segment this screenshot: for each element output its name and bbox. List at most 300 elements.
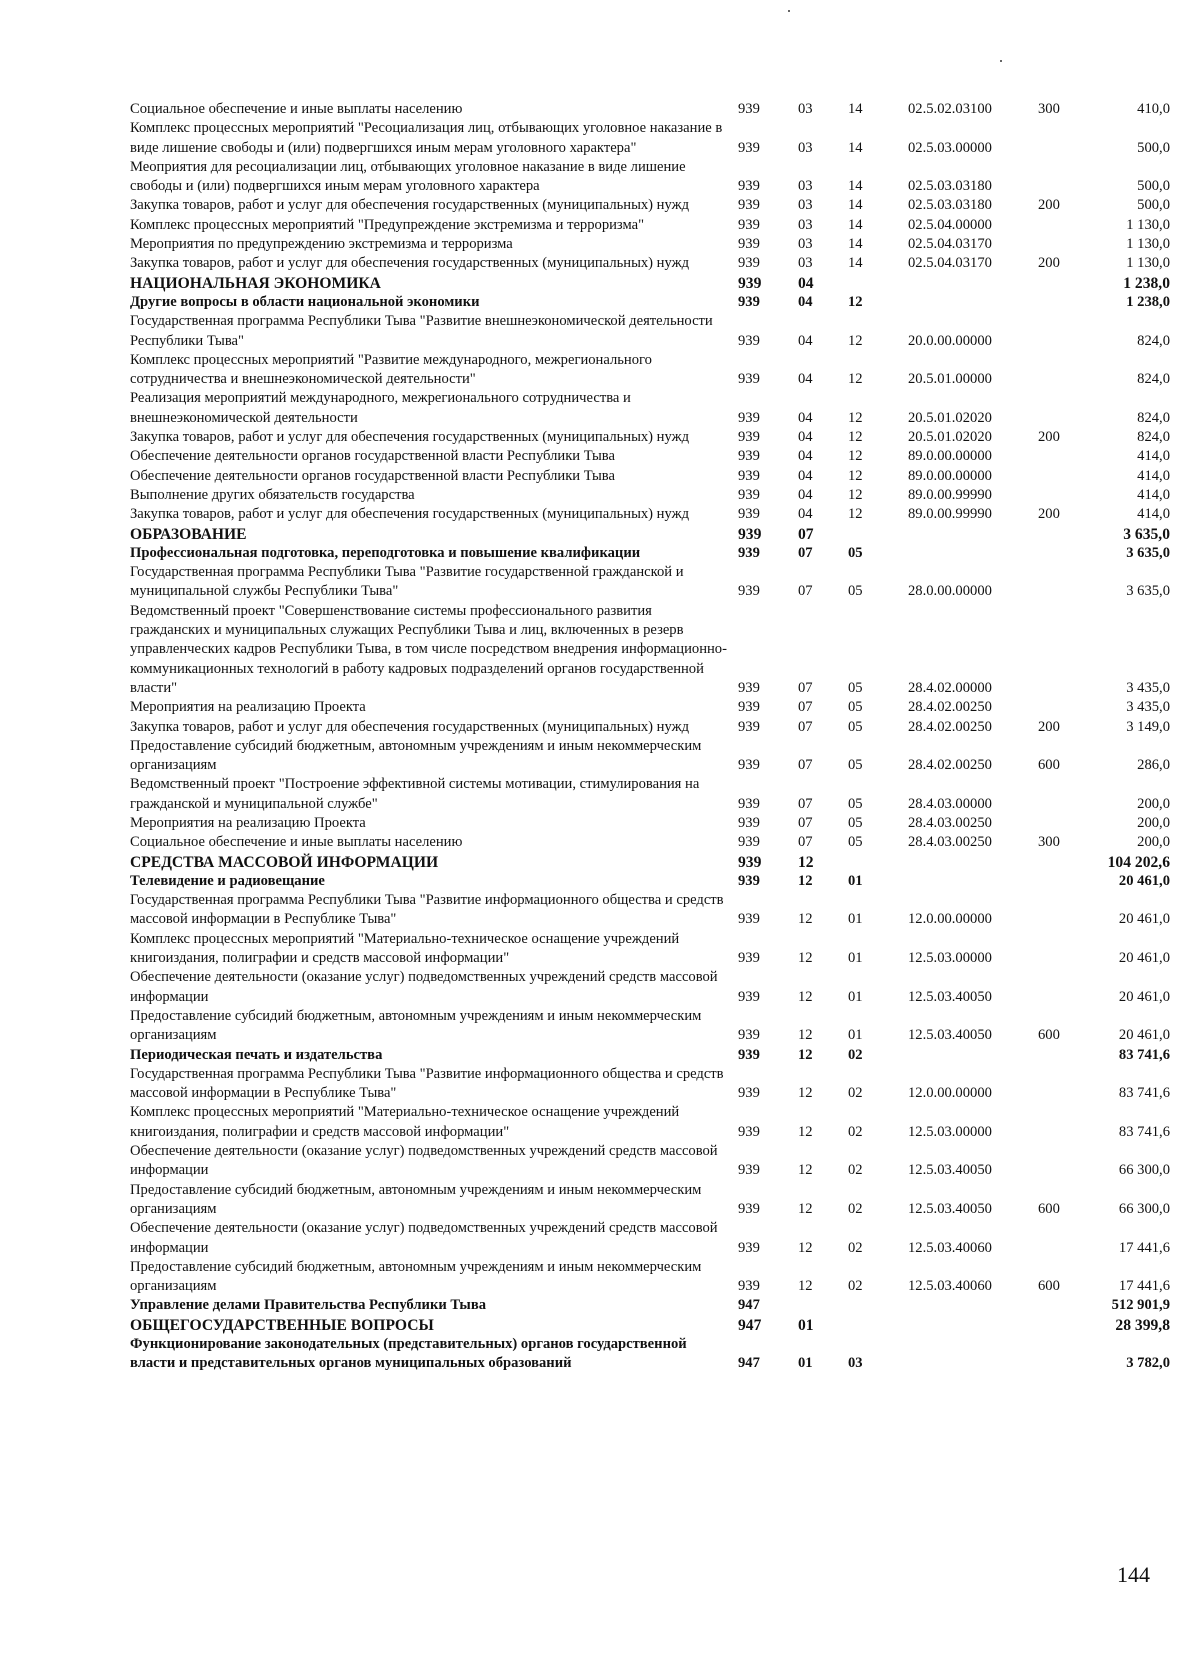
- subsection-code: [848, 853, 908, 872]
- section-code: 03: [798, 236, 813, 253]
- amount: 1 130,0: [1126, 216, 1170, 233]
- table-row: [130, 274, 1170, 293]
- amount: 512 901,9: [1111, 1297, 1170, 1314]
- amount: 17 441,6: [1118, 1239, 1170, 1256]
- section-code: 12: [798, 950, 813, 967]
- expense-type-code: [1038, 293, 1098, 312]
- expense-type-code: [1038, 1296, 1098, 1315]
- ved-code: 939: [738, 699, 760, 716]
- section-code: 12: [798, 911, 813, 928]
- amount: 66 300,0: [1118, 1162, 1170, 1179]
- expense-type-code: [1038, 602, 1098, 698]
- row-name: Периодическая печать и издательства: [130, 1046, 383, 1063]
- expense-type-code: [1038, 467, 1098, 486]
- expense-type-code: 600: [1038, 1278, 1060, 1295]
- table-row: [130, 775, 1170, 814]
- section-code: 01: [798, 1316, 814, 1334]
- subsection-code: 02: [848, 1200, 863, 1217]
- target-article-code: 20.5.01.02020: [908, 409, 992, 426]
- table-row: [130, 216, 1170, 235]
- expense-type-code: [1038, 853, 1098, 872]
- amount: 20 461,0: [1118, 988, 1170, 1005]
- target-article-code: [908, 1335, 1038, 1374]
- expense-type-code: [1038, 216, 1098, 235]
- table-row: [130, 872, 1170, 891]
- expense-type-code: [1038, 1335, 1098, 1374]
- expense-type-code: [1038, 1046, 1098, 1065]
- ved-code: 939: [738, 429, 760, 446]
- subsection-code: 01: [848, 872, 863, 889]
- section-code: 04: [798, 274, 814, 292]
- table-row: [130, 930, 1170, 969]
- ved-code: 939: [738, 216, 760, 233]
- table-row: [130, 486, 1170, 505]
- row-name: Государственная программа Республики Тыва "Развитие информационного общества и средств массовой информации в Республике Тыва": [130, 892, 724, 928]
- row-name: Мероприятия по предупреждению экстремизма и терроризма: [130, 236, 513, 253]
- subsection-code: 05: [848, 795, 863, 812]
- table-row: [130, 254, 1170, 273]
- row-name: Государственная программа Республики Тыва "Развитие внешнеэкономической деятельности Республики Тыва": [130, 313, 713, 349]
- ved-code: 947: [738, 1316, 762, 1334]
- subsection-code: 12: [848, 371, 863, 388]
- ved-code: 939: [738, 834, 760, 851]
- row-name: ОБЩЕГОСУДАРСТВЕННЫЕ ВОПРОСЫ: [130, 1316, 434, 1334]
- section-code: 03: [798, 216, 813, 233]
- row-name: Предоставление субсидий бюджетным, автономным учреждениям и иным некоммерческим организациям: [130, 1258, 702, 1295]
- ved-code: 939: [738, 178, 760, 195]
- table-row: [130, 968, 1170, 1007]
- expense-type-code: [1038, 119, 1098, 158]
- target-article-code: 02.5.04.03170: [908, 236, 992, 253]
- amount: 20 461,0: [1118, 1027, 1170, 1044]
- expense-type-code: [1038, 544, 1098, 563]
- section-code: 03: [798, 178, 813, 195]
- amount: 66 300,0: [1118, 1200, 1170, 1217]
- target-article-code: 28.4.02.00250: [908, 699, 992, 716]
- amount: 104 202,6: [1107, 853, 1170, 871]
- table-row: [130, 1258, 1170, 1297]
- subsection-code: 05: [848, 544, 863, 561]
- row-name: Обеспечение деятельности органов государственной власти Республики Тыва: [130, 448, 615, 465]
- table-row: [130, 293, 1170, 312]
- ved-code: 939: [738, 718, 760, 735]
- ved-code: 939: [738, 679, 760, 696]
- amount: 3 635,0: [1123, 525, 1170, 543]
- amount: 3 435,0: [1126, 679, 1170, 696]
- table-row: [130, 1296, 1170, 1315]
- ved-code: 939: [738, 1046, 760, 1063]
- subsection-code: 05: [848, 834, 863, 851]
- expense-type-code: [1038, 486, 1098, 505]
- subsection-code: [848, 1296, 908, 1315]
- expense-type-code: [1038, 930, 1098, 969]
- table-row: [130, 467, 1170, 486]
- target-article-code: 12.5.03.00000: [908, 1123, 992, 1140]
- table-row: [130, 853, 1170, 872]
- table-row: [130, 544, 1170, 563]
- subsection-code: 01: [848, 1027, 863, 1044]
- expense-type-code: [1038, 447, 1098, 466]
- section-code: 07: [798, 814, 813, 831]
- expense-type-code: [1038, 1219, 1098, 1258]
- subsection-code: 12: [848, 448, 863, 465]
- subsection-code: 12: [848, 409, 863, 426]
- expense-type-code: 600: [1038, 1027, 1060, 1044]
- target-article-code: 28.4.02.00250: [908, 718, 992, 735]
- expense-type-code: [1038, 968, 1098, 1007]
- target-article-code: 28.4.02.00000: [908, 679, 992, 696]
- target-article-code: [908, 872, 1038, 891]
- target-article-code: 12.5.03.40050: [908, 1200, 992, 1217]
- amount: 3 635,0: [1126, 544, 1170, 561]
- section-code: 03: [798, 197, 813, 214]
- ved-code: 939: [738, 853, 762, 871]
- table-row: [130, 1007, 1170, 1046]
- row-name: Комплекс процессных мероприятий "Материально-техническое оснащение учреждений книгоиздания, полиграфии и средств массовой информации": [130, 1104, 680, 1140]
- expense-type-code: 200: [1038, 255, 1060, 272]
- amount: 200,0: [1137, 814, 1170, 831]
- subsection-code: 05: [848, 583, 863, 600]
- target-article-code: 02.5.03.03180: [908, 178, 992, 195]
- target-article-code: 12.5.03.00000: [908, 950, 992, 967]
- expense-type-code: [1038, 1103, 1098, 1142]
- amount: 20 461,0: [1118, 950, 1170, 967]
- expense-type-code: [1038, 274, 1098, 293]
- table-row: [130, 737, 1170, 776]
- section-code: 04: [798, 467, 813, 484]
- section-code: 04: [798, 448, 813, 465]
- row-name: Государственная программа Республики Тыва "Развитие государственной гражданской и муниципальной службы Республики Тыва": [130, 564, 684, 600]
- ved-code: 939: [738, 583, 760, 600]
- target-article-code: [908, 293, 1038, 312]
- section-code: 12: [798, 988, 813, 1005]
- ved-code: 939: [738, 1085, 760, 1102]
- table-row: [130, 1219, 1170, 1258]
- ved-code: 939: [738, 1278, 760, 1295]
- row-name: Предоставление субсидий бюджетным, автономным учреждениям и иным некоммерческим организациям: [130, 1007, 702, 1044]
- subsection-code: 12: [848, 506, 863, 523]
- amount: 1 130,0: [1126, 255, 1170, 272]
- table-row: [130, 833, 1170, 852]
- amount: 1 130,0: [1126, 236, 1170, 253]
- ved-code: 939: [738, 101, 760, 117]
- target-article-code: 12.5.03.40050: [908, 988, 992, 1005]
- amount: 414,0: [1137, 486, 1170, 503]
- table-row: [130, 1335, 1170, 1374]
- section-code: 07: [798, 795, 813, 812]
- section-code: 12: [798, 1123, 813, 1140]
- subsection-code: 01: [848, 988, 863, 1005]
- ved-code: 939: [738, 371, 760, 388]
- row-name: Обеспечение деятельности (оказание услуг) подведомственных учреждений средств массовой информации: [130, 1220, 718, 1256]
- target-article-code: 89.0.00.99990: [908, 506, 992, 523]
- ved-code: 939: [738, 486, 760, 503]
- section-code: 07: [798, 583, 813, 600]
- row-name: Закупка товаров, работ и услуг для обеспечения государственных (муниципальных) нужд: [130, 506, 690, 523]
- amount: 410,0: [1137, 101, 1170, 117]
- section-code: 04: [798, 293, 813, 310]
- target-article-code: [908, 1296, 1038, 1315]
- section-code: [798, 1296, 848, 1315]
- expense-type-code: 300: [1038, 834, 1060, 851]
- amount: 286,0: [1137, 757, 1170, 774]
- amount: 824,0: [1137, 429, 1170, 446]
- subsection-code: 02: [848, 1162, 863, 1179]
- target-article-code: [908, 1046, 1038, 1065]
- amount: 1 238,0: [1126, 293, 1170, 310]
- amount: 3 435,0: [1126, 699, 1170, 716]
- target-article-code: 12.5.03.40050: [908, 1162, 992, 1179]
- amount: 200,0: [1137, 795, 1170, 812]
- ved-code: 939: [738, 757, 760, 774]
- amount: 414,0: [1137, 467, 1170, 484]
- section-code: 12: [798, 1278, 813, 1295]
- subsection-code: 12: [848, 332, 863, 349]
- subsection-code: 14: [848, 197, 863, 214]
- amount: 3 782,0: [1126, 1355, 1170, 1372]
- target-article-code: 12.5.03.40050: [908, 1027, 992, 1044]
- subsection-code: [848, 525, 908, 544]
- table-row: [130, 1065, 1170, 1104]
- row-name: НАЦИОНАЛЬНАЯ ЭКОНОМИКА: [130, 274, 381, 292]
- target-article-code: 02.5.03.00000: [908, 139, 992, 156]
- ved-code: 939: [738, 814, 760, 831]
- row-name: Предоставление субсидий бюджетным, автономным учреждениям и иным некоммерческим организациям: [130, 1181, 702, 1217]
- table-row: [130, 389, 1170, 428]
- row-name: Ведомственный проект "Совершенствование системы профессионального развития гражданских и муниципальных служащих Республики Тыва и лиц, включенных в резерв управленческих кадров Республики Тыва, в том числе посредством внедрения информационно-коммуникационных технологий в работу кадровых подразделений органов государственной власти": [130, 602, 727, 696]
- expense-type-code: [1038, 525, 1098, 544]
- subsection-code: 02: [848, 1123, 863, 1140]
- amount: 824,0: [1137, 332, 1170, 349]
- target-article-code: 20.5.01.02020: [908, 429, 992, 446]
- ved-code: 939: [738, 1123, 760, 1140]
- table-row: [130, 891, 1170, 930]
- row-name: СРЕДСТВА МАССОВОЙ ИНФОРМАЦИИ: [130, 853, 439, 871]
- expense-type-code: [1038, 563, 1098, 602]
- row-name: Закупка товаров, работ и услуг для обеспечения государственных (муниципальных) нужд: [130, 197, 690, 214]
- target-article-code: 02.5.04.00000: [908, 216, 992, 233]
- ved-code: 939: [738, 544, 760, 561]
- expense-type-code: [1038, 351, 1098, 390]
- ved-code: 939: [738, 1200, 760, 1217]
- expense-type-code: [1038, 1316, 1098, 1335]
- subsection-code: 03: [848, 1355, 863, 1372]
- expense-type-code: 200: [1038, 506, 1060, 523]
- expense-type-code: 200: [1038, 718, 1060, 735]
- subsection-code: 14: [848, 101, 863, 117]
- expense-type-code: 200: [1038, 197, 1060, 214]
- target-article-code: [908, 853, 1038, 872]
- ved-code: 939: [738, 988, 760, 1005]
- subsection-code: 05: [848, 814, 863, 831]
- table-row: [130, 1046, 1170, 1065]
- table-row: [130, 505, 1170, 524]
- budget-table: [130, 100, 1170, 1374]
- row-name: ОБРАЗОВАНИЕ: [130, 525, 247, 543]
- subsection-code: 05: [848, 699, 863, 716]
- subsection-code: 12: [848, 429, 863, 446]
- subsection-code: 14: [848, 236, 863, 253]
- amount: 414,0: [1137, 448, 1170, 465]
- ved-code: 939: [738, 236, 760, 253]
- ved-code: 939: [738, 1239, 760, 1256]
- expense-type-code: 300: [1038, 101, 1060, 117]
- row-name: Комплекс процессных мероприятий "Материально-техническое оснащение учреждений книгоиздания, полиграфии и средств массовой информации": [130, 930, 680, 967]
- subsection-code: 02: [848, 1239, 863, 1256]
- target-article-code: [908, 544, 1038, 563]
- section-code: 04: [798, 429, 813, 446]
- ved-code: 939: [738, 911, 760, 928]
- expense-type-code: [1038, 1065, 1098, 1104]
- row-name: Комплекс процессных мероприятий "Предупреждение экстремизма и терроризма": [130, 216, 645, 233]
- row-name: Социальное обеспечение и иные выплаты населению: [130, 834, 463, 851]
- expense-type-code: [1038, 814, 1098, 833]
- section-code: 12: [798, 1027, 813, 1044]
- table-row: [130, 447, 1170, 466]
- target-article-code: 28.4.03.00000: [908, 795, 992, 812]
- table-row: [130, 718, 1170, 737]
- table-row: [130, 1181, 1170, 1220]
- budget-table-body: [130, 100, 1170, 1374]
- row-name: Обеспечение деятельности органов государственной власти Республики Тыва: [130, 467, 615, 484]
- target-article-code: 28.0.00.00000: [908, 583, 992, 600]
- target-article-code: [908, 274, 1038, 293]
- expense-type-code: [1038, 389, 1098, 428]
- amount: 500,0: [1137, 139, 1170, 156]
- section-code: 04: [798, 506, 813, 523]
- target-article-code: 12.0.00.00000: [908, 1085, 992, 1102]
- section-code: 12: [798, 1200, 813, 1217]
- target-article-code: 20.5.01.00000: [908, 371, 992, 388]
- subsection-code: [848, 1316, 908, 1335]
- table-row: [130, 814, 1170, 833]
- subsection-code: 01: [848, 911, 863, 928]
- subsection-code: 14: [848, 255, 863, 272]
- section-code: 07: [798, 718, 813, 735]
- row-name: Закупка товаров, работ и услуг для обеспечения государственных (муниципальных) нужд: [130, 255, 690, 272]
- ved-code: 939: [738, 950, 760, 967]
- ved-code: 939: [738, 332, 760, 349]
- target-article-code: 12.5.03.40060: [908, 1239, 992, 1256]
- subsection-code: 01: [848, 950, 863, 967]
- subsection-code: 05: [848, 679, 863, 696]
- subsection-code: 12: [848, 293, 863, 310]
- row-name: Другие вопросы в области национальной экономики: [130, 293, 480, 310]
- amount: 83 741,6: [1118, 1046, 1170, 1063]
- target-article-code: 02.5.03.03180: [908, 197, 992, 214]
- target-article-code: 89.0.00.99990: [908, 486, 992, 503]
- row-name: Функционирование законодательных (представительных) органов государственной власти и представительных органов муниципальных образований: [130, 1336, 687, 1372]
- row-name: Выполнение других обязательств государства: [130, 486, 415, 503]
- amount: 824,0: [1137, 371, 1170, 388]
- target-article-code: 20.0.00.00000: [908, 332, 992, 349]
- table-row: [130, 100, 1170, 119]
- amount: 500,0: [1137, 197, 1170, 214]
- subsection-code: 02: [848, 1085, 863, 1102]
- row-name: Закупка товаров, работ и услуг для обеспечения государственных (муниципальных) нужд: [130, 429, 690, 446]
- subsection-code: 14: [848, 178, 863, 195]
- expense-type-code: 600: [1038, 1200, 1060, 1217]
- amount: 1 238,0: [1123, 274, 1170, 292]
- subsection-code: 05: [848, 757, 863, 774]
- subsection-code: 05: [848, 718, 863, 735]
- ved-code: 939: [738, 448, 760, 465]
- page-number: 144: [1117, 1562, 1150, 1587]
- section-code: 07: [798, 834, 813, 851]
- table-row: [130, 525, 1170, 544]
- section-code: 03: [798, 139, 813, 156]
- table-row: [130, 563, 1170, 602]
- target-article-code: 89.0.00.00000: [908, 467, 992, 484]
- ved-code: 939: [738, 197, 760, 214]
- subsection-code: 02: [848, 1278, 863, 1295]
- row-name: Управление делами Правительства Республики Тыва: [130, 1297, 486, 1314]
- expense-type-code: [1038, 775, 1098, 814]
- section-code: 03: [798, 101, 813, 117]
- amount: 3 635,0: [1126, 583, 1170, 600]
- subsection-code: [848, 274, 908, 293]
- row-name: Предоставление субсидий бюджетным, автономным учреждениям и иным некоммерческим организациям: [130, 737, 702, 774]
- section-code: 01: [798, 1355, 813, 1372]
- subsection-code: 14: [848, 216, 863, 233]
- expense-type-code: [1038, 1142, 1098, 1181]
- row-name: Меоприятия для ресоциализации лиц, отбывающих уголовное наказание в виде лишение свободы и (или) подвергшихся иным мерам уголовного характера: [130, 158, 686, 195]
- table-row: [130, 1142, 1170, 1181]
- target-article-code: 02.5.02.03100: [908, 101, 992, 117]
- target-article-code: [908, 525, 1038, 544]
- target-article-code: 28.4.02.00250: [908, 757, 992, 774]
- section-code: 12: [798, 1085, 813, 1102]
- target-article-code: 28.4.03.00250: [908, 814, 992, 831]
- subsection-code: 14: [848, 139, 863, 156]
- row-name: Комплекс процессных мероприятий "Развитие международного, межрегионального сотрудничества и внешнеэкономической деятельности": [130, 351, 652, 388]
- amount: 28 399,8: [1115, 1316, 1170, 1334]
- ved-code: 939: [738, 1162, 760, 1179]
- section-code: 12: [798, 1239, 813, 1256]
- ved-code: 947: [738, 1355, 760, 1372]
- expense-type-code: [1038, 891, 1098, 930]
- target-article-code: 28.4.03.00250: [908, 834, 992, 851]
- amount: 20 461,0: [1118, 911, 1170, 928]
- expense-type-code: [1038, 312, 1098, 351]
- ved-code: 939: [738, 795, 760, 812]
- expense-type-code: 200: [1038, 429, 1060, 446]
- row-name: Комплекс процессных мероприятий "Ресоциализация лиц, отбывающих уголовное наказание в виде лишение свободы и (или) подвергшихся иным мерам уголовного характера": [130, 120, 723, 156]
- row-name: Мероприятия на реализацию Проекта: [130, 699, 366, 716]
- table-row: [130, 196, 1170, 215]
- section-code: 12: [798, 1162, 813, 1179]
- ved-code: 939: [738, 255, 760, 272]
- amount: 83 741,6: [1118, 1123, 1170, 1140]
- section-code: 04: [798, 371, 813, 388]
- table-row: [130, 602, 1170, 698]
- expense-type-code: [1038, 158, 1098, 197]
- amount: 83 741,6: [1118, 1085, 1170, 1102]
- amount: 3 149,0: [1126, 718, 1170, 735]
- row-name: Мероприятия на реализацию Проекта: [130, 814, 366, 831]
- expense-type-code: [1038, 698, 1098, 717]
- section-code: 07: [798, 679, 813, 696]
- amount: 824,0: [1137, 409, 1170, 426]
- section-code: 04: [798, 332, 813, 349]
- scan-speck: [788, 10, 790, 12]
- target-article-code: 89.0.00.00000: [908, 448, 992, 465]
- ved-code: 947: [738, 1297, 760, 1314]
- section-code: 07: [798, 757, 813, 774]
- row-name: Телевидение и радиовещание: [130, 872, 325, 889]
- section-code: 12: [798, 1046, 813, 1063]
- scan-speck: [1000, 60, 1002, 62]
